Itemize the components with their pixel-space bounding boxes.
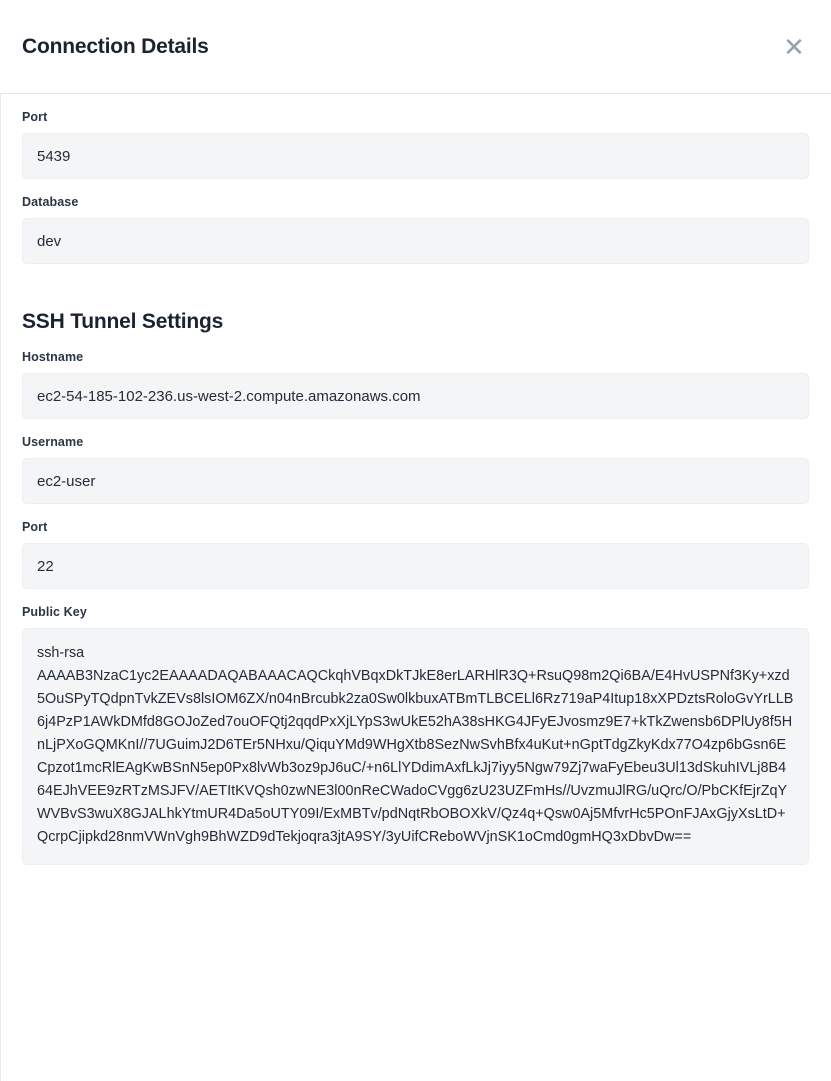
field-ssh-username	[22, 435, 809, 504]
public-key-prefix: ssh-rsa	[37, 645, 85, 661]
modal-header	[0, 0, 831, 94]
field-label-ssh-username: Username	[22, 435, 84, 449]
field-database	[22, 195, 809, 264]
field-label-ssh-port: Port	[22, 520, 48, 534]
field-value-ssh-hostname[interactable]: ec2-54-185-102-236.us-west-2.compute.amazonaws.com	[22, 373, 809, 419]
field-ssh-port	[22, 520, 809, 589]
page-title: Connection Details	[22, 34, 209, 58]
field-label-port: Port	[22, 110, 48, 124]
public-key-body: AAAAB3NzaC1yc2EAAAADAQABAAACAQCkqhVBqxDkTJkE8erLARHlR3Q+RsuQ98m2Qi6BA/E4HvUSPNf3Ky+xzd5OuSPyTQdpnTvkZEVs8lsIOM6ZX/n04nBrcubk2za0Sw0lkbuxATBmTLBCELl6Rz719aP4Itup18xXPDztsRoloGvYrLLB6j4PzP1AWkDMfd8GOJoZed7ouOFQtj2qqdPxXjLYpS3wUkE52hA38sHKG4JFyEJvosmz9E7+kTkZwensb6DPlUy8f5HnLjPXoGQMKnI//7UGuimJ2D6TEr5NHxu/QiquYMd9WHgXtb8SezNwSvhBfx4uKut+nGptTdgZkyKdx77O4zp6bGsn6ECpzot1mcRlEAgKwBSnN5ep0Px8lvWb3oz9pJ6uC/+n6LlYDdimAxfLkJj7iyy5Ngw79Zj7waFyEbeu3Ul13dSkuhIVLj8B464EJhVEE9zRTzMSJFV/AETItKVQsh0zwNE3l00nReCWadoCVgg6zU23UZFmHs//UvzmuJlRG/uQrc/O/PbCKfEjrZqYWVBvS3wuX8GJALhkYtmUR4Da5oUTY09I/ExMBTv/pdNqtRbOBOXkV/Qz4q+Qsw0Aj5MfvrHc5POnFJAxGjyXsLtD+QcrpCjipkd28nmVWnVgh9BhWZD9dTekjoqra3jtA9SY/3yUifCReboWVjnSK1oCmd0gmHQ3xDbvDw==	[37, 668, 794, 845]
section-title-ssh-tunnel-settings: SSH Tunnel Settings	[22, 310, 224, 333]
field-ssh-hostname	[22, 350, 809, 419]
field-label-ssh-hostname: Hostname	[22, 350, 84, 364]
field-value-database[interactable]: dev	[22, 218, 809, 264]
field-label-ssh-public-key: Public Key	[22, 605, 87, 619]
field-value-ssh-username[interactable]: ec2-user	[22, 458, 809, 504]
field-value-port[interactable]: 5439	[22, 133, 809, 179]
field-ssh-public-key	[22, 605, 809, 865]
field-value-ssh-public-key[interactable]	[22, 628, 809, 865]
field-port	[22, 110, 809, 179]
field-value-ssh-port[interactable]: 22	[22, 543, 809, 589]
close-icon[interactable]: ✕	[779, 32, 809, 62]
left-divider	[0, 94, 1, 1081]
modal-body	[0, 94, 831, 1081]
field-label-database: Database	[22, 195, 79, 209]
